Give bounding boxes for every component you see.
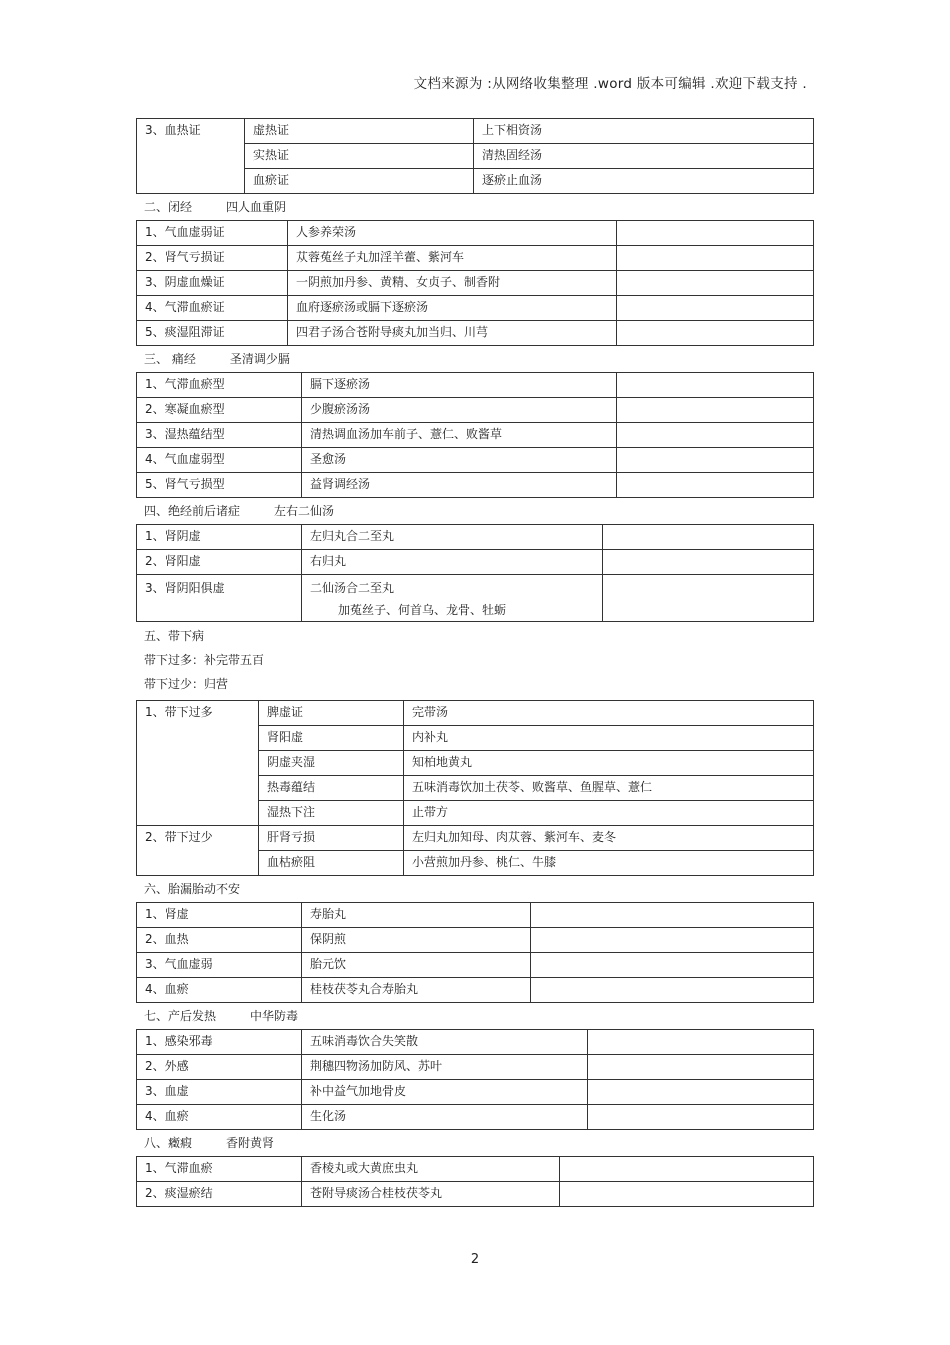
table-row <box>137 321 814 346</box>
table-blood-heat <box>136 118 814 194</box>
table-menopause <box>136 524 814 622</box>
empty-cell <box>617 373 814 398</box>
syndrome-cell: 实热证 <box>245 144 474 169</box>
table-row <box>137 903 814 928</box>
section-title: 四、绝经前后诸症 <box>144 504 241 518</box>
type-cell: 5、肾气亏损型 <box>137 473 302 498</box>
formula-cell: 小营煎加丹参、桃仁、牛膝 <box>404 851 814 876</box>
page-content <box>136 118 814 1207</box>
section-title-leukorrhea: 五、带下病 <box>144 629 205 643</box>
type-cell: 2、痰湿瘀结 <box>137 1182 302 1207</box>
formula-cell: 香棱丸或大黄庶虫丸 <box>302 1157 560 1182</box>
section-mnemonic: 香附黄肾 <box>226 1136 275 1150</box>
table-mass <box>136 1156 814 1207</box>
formula-cell: 膈下逐瘀汤 <box>302 373 617 398</box>
formula-cell: 寿胎丸 <box>302 903 531 928</box>
section-heading-mass <box>136 1130 814 1156</box>
type-cell: 1、肾阴虚 <box>137 525 302 550</box>
empty-cell <box>617 221 814 246</box>
section-title: 八、癥瘕 <box>144 1136 193 1150</box>
formula-cell: 五味消毒饮加土茯苓、败酱草、鱼腥草、薏仁 <box>404 776 814 801</box>
table-row <box>137 423 814 448</box>
type-cell: 3、血虚 <box>137 1080 302 1105</box>
table-row <box>137 701 814 726</box>
type-cell: 4、血瘀 <box>137 1105 302 1130</box>
formula-cell: 少腹瘀汤汤 <box>302 398 617 423</box>
table-row <box>137 1105 814 1130</box>
type-cell: 1、气滞血瘀型 <box>137 373 302 398</box>
formula-cell: 圣愈汤 <box>302 448 617 473</box>
empty-cell <box>588 1105 814 1130</box>
syndrome-cell: 湿热下注 <box>259 801 404 826</box>
syndrome-cell: 虚热证 <box>245 119 474 144</box>
type-cell: 3、气血虚弱 <box>137 953 302 978</box>
empty-cell <box>603 525 814 550</box>
section-mnemonic: 圣清调少膈 <box>229 352 290 366</box>
formula-cell: 清热调血汤加车前子、薏仁、败酱草 <box>302 423 617 448</box>
table-row <box>137 448 814 473</box>
formula-line: 加菟丝子、何首乌、龙骨、牡蛎 <box>338 603 507 617</box>
formula-cell: 荆穗四物汤加防风、苏叶 <box>302 1055 588 1080</box>
syndrome-cell: 血瘀证 <box>245 169 474 194</box>
table-dysmenorrhea <box>136 372 814 498</box>
empty-cell <box>531 978 814 1003</box>
formula-cell <box>302 575 603 622</box>
page-number: 2 <box>470 1252 480 1267</box>
formula-cell: 一阴煎加丹参、黄精、女贞子、制香附 <box>288 271 617 296</box>
formula-cell: 人参养荣汤 <box>288 221 617 246</box>
type-cell: 2、肾气亏损证 <box>137 246 288 271</box>
empty-cell <box>588 1055 814 1080</box>
type-cell: 5、痰湿阻滞证 <box>137 321 288 346</box>
empty-cell <box>617 296 814 321</box>
type-cell: 1、肾虚 <box>137 903 302 928</box>
formula-cell: 内补丸 <box>404 726 814 751</box>
page-header: 文档来源为 :从网络收集整理 .word 版本可编辑 .欢迎下载支持 . <box>413 76 807 92</box>
section-mnemonic: 四人血重阴 <box>226 200 287 214</box>
table-row <box>137 398 814 423</box>
type-cell: 4、气滞血瘀证 <box>137 296 288 321</box>
empty-cell <box>617 271 814 296</box>
table-row <box>137 1157 814 1182</box>
table-row <box>137 1055 814 1080</box>
section-title: 七、产后发热 <box>144 1009 217 1023</box>
formula-cell: 胎元饮 <box>302 953 531 978</box>
empty-cell <box>617 321 814 346</box>
empty-cell <box>603 575 814 622</box>
formula-cell: 止带方 <box>404 801 814 826</box>
table-row <box>137 246 814 271</box>
type-cell: 1、气滞血瘀 <box>137 1157 302 1182</box>
formula-cell: 上下相资汤 <box>474 119 814 144</box>
mnemonic-line: 带下过多：补完带五百 <box>144 653 265 667</box>
type-cell: 3、肾阴阳俱虚 <box>137 575 302 622</box>
empty-cell <box>560 1182 814 1207</box>
table-row <box>137 1182 814 1207</box>
formula-cell: 五味消毒饮合失笑散 <box>302 1030 588 1055</box>
formula-cell: 桂枝茯苓丸合寿胎丸 <box>302 978 531 1003</box>
empty-cell <box>617 448 814 473</box>
section-mnemonic: 左右二仙汤 <box>274 504 335 518</box>
empty-cell <box>531 903 814 928</box>
table-leukorrhea <box>136 700 814 876</box>
syndrome-cell: 肝肾亏损 <box>259 826 404 851</box>
type-cell: 3、阴虚血燥证 <box>137 271 288 296</box>
section-mnemonic: 中华防毒 <box>250 1009 299 1023</box>
formula-cell: 逐瘀止血汤 <box>474 169 814 194</box>
syndrome-cell: 脾虚证 <box>259 701 404 726</box>
type-cell: 2、血热 <box>137 928 302 953</box>
empty-cell <box>560 1157 814 1182</box>
table-row <box>137 1030 814 1055</box>
formula-cell: 血府逐瘀汤或膈下逐瘀汤 <box>288 296 617 321</box>
formula-cell: 生化汤 <box>302 1105 588 1130</box>
group-label: 1、带下过多 <box>137 701 259 826</box>
table-row <box>137 119 814 144</box>
formula-cell: 补中益气加地骨皮 <box>302 1080 588 1105</box>
group-label: 2、带下过少 <box>137 826 259 876</box>
type-cell: 4、气血虚弱型 <box>137 448 302 473</box>
table-row <box>137 826 814 851</box>
empty-cell <box>531 928 814 953</box>
empty-cell <box>588 1030 814 1055</box>
type-cell: 1、气血虚弱证 <box>137 221 288 246</box>
syndrome-cell: 热毒蕴结 <box>259 776 404 801</box>
formula-cell: 左归丸加知母、肉苁蓉、紫河车、麦冬 <box>404 826 814 851</box>
formula-line: 二仙汤合二至丸 <box>310 581 395 595</box>
formula-cell: 完带汤 <box>404 701 814 726</box>
formula-cell: 知柏地黄丸 <box>404 751 814 776</box>
empty-cell <box>588 1080 814 1105</box>
type-cell: 2、外感 <box>137 1055 302 1080</box>
formula-cell: 保阴煎 <box>302 928 531 953</box>
table-amenorrhea <box>136 220 814 346</box>
table-row <box>137 953 814 978</box>
table-postpartum-fever <box>136 1029 814 1130</box>
section-heading-postpartum-fever <box>136 1003 814 1029</box>
table-row <box>137 221 814 246</box>
syndrome-cell: 阴虚夹湿 <box>259 751 404 776</box>
formula-cell: 益肾调经汤 <box>302 473 617 498</box>
type-cell: 1、感染邪毒 <box>137 1030 302 1055</box>
empty-cell <box>617 473 814 498</box>
empty-cell <box>617 423 814 448</box>
type-cell: 3、湿热蕴结型 <box>137 423 302 448</box>
section-heading-menopause <box>136 498 814 524</box>
table-row <box>137 271 814 296</box>
section-title: 二、闭经 <box>144 200 193 214</box>
empty-cell <box>617 246 814 271</box>
formula-cell: 清热固经汤 <box>474 144 814 169</box>
syndrome-cell: 血枯瘀阻 <box>259 851 404 876</box>
table-row <box>137 473 814 498</box>
section-heading-threatened-abortion <box>136 876 814 902</box>
table-threatened-abortion <box>136 902 814 1003</box>
table-row <box>137 978 814 1003</box>
section-title: 三、 痛经 <box>144 352 196 366</box>
formula-cell: 左归丸合二至丸 <box>302 525 603 550</box>
type-cell: 4、血瘀 <box>137 978 302 1003</box>
table-row <box>137 1080 814 1105</box>
table-row <box>137 550 814 575</box>
table-row <box>137 296 814 321</box>
syndrome-cell: 肾阳虚 <box>259 726 404 751</box>
type-cell: 2、肾阳虚 <box>137 550 302 575</box>
empty-cell <box>617 398 814 423</box>
table-row <box>137 575 814 622</box>
group-label: 3、血热证 <box>137 119 245 194</box>
table-row <box>137 525 814 550</box>
section-heading-amenorrhea <box>136 194 814 220</box>
empty-cell <box>603 550 814 575</box>
table-row <box>137 373 814 398</box>
formula-cell: 四君子汤合苍附导痰丸加当归、川芎 <box>288 321 617 346</box>
type-cell: 2、寒凝血瘀型 <box>137 398 302 423</box>
formula-cell: 苍附导痰汤合桂枝茯苓丸 <box>302 1182 560 1207</box>
table-row <box>137 928 814 953</box>
section-heading-dysmenorrhea <box>136 346 814 372</box>
mnemonic-line: 带下过少：归营 <box>144 677 229 691</box>
empty-cell <box>531 953 814 978</box>
formula-cell: 苁蓉菟丝子丸加淫羊藿、紫河车 <box>288 246 617 271</box>
formula-cell: 右归丸 <box>302 550 603 575</box>
section-title: 六、胎漏胎动不安 <box>144 882 241 896</box>
